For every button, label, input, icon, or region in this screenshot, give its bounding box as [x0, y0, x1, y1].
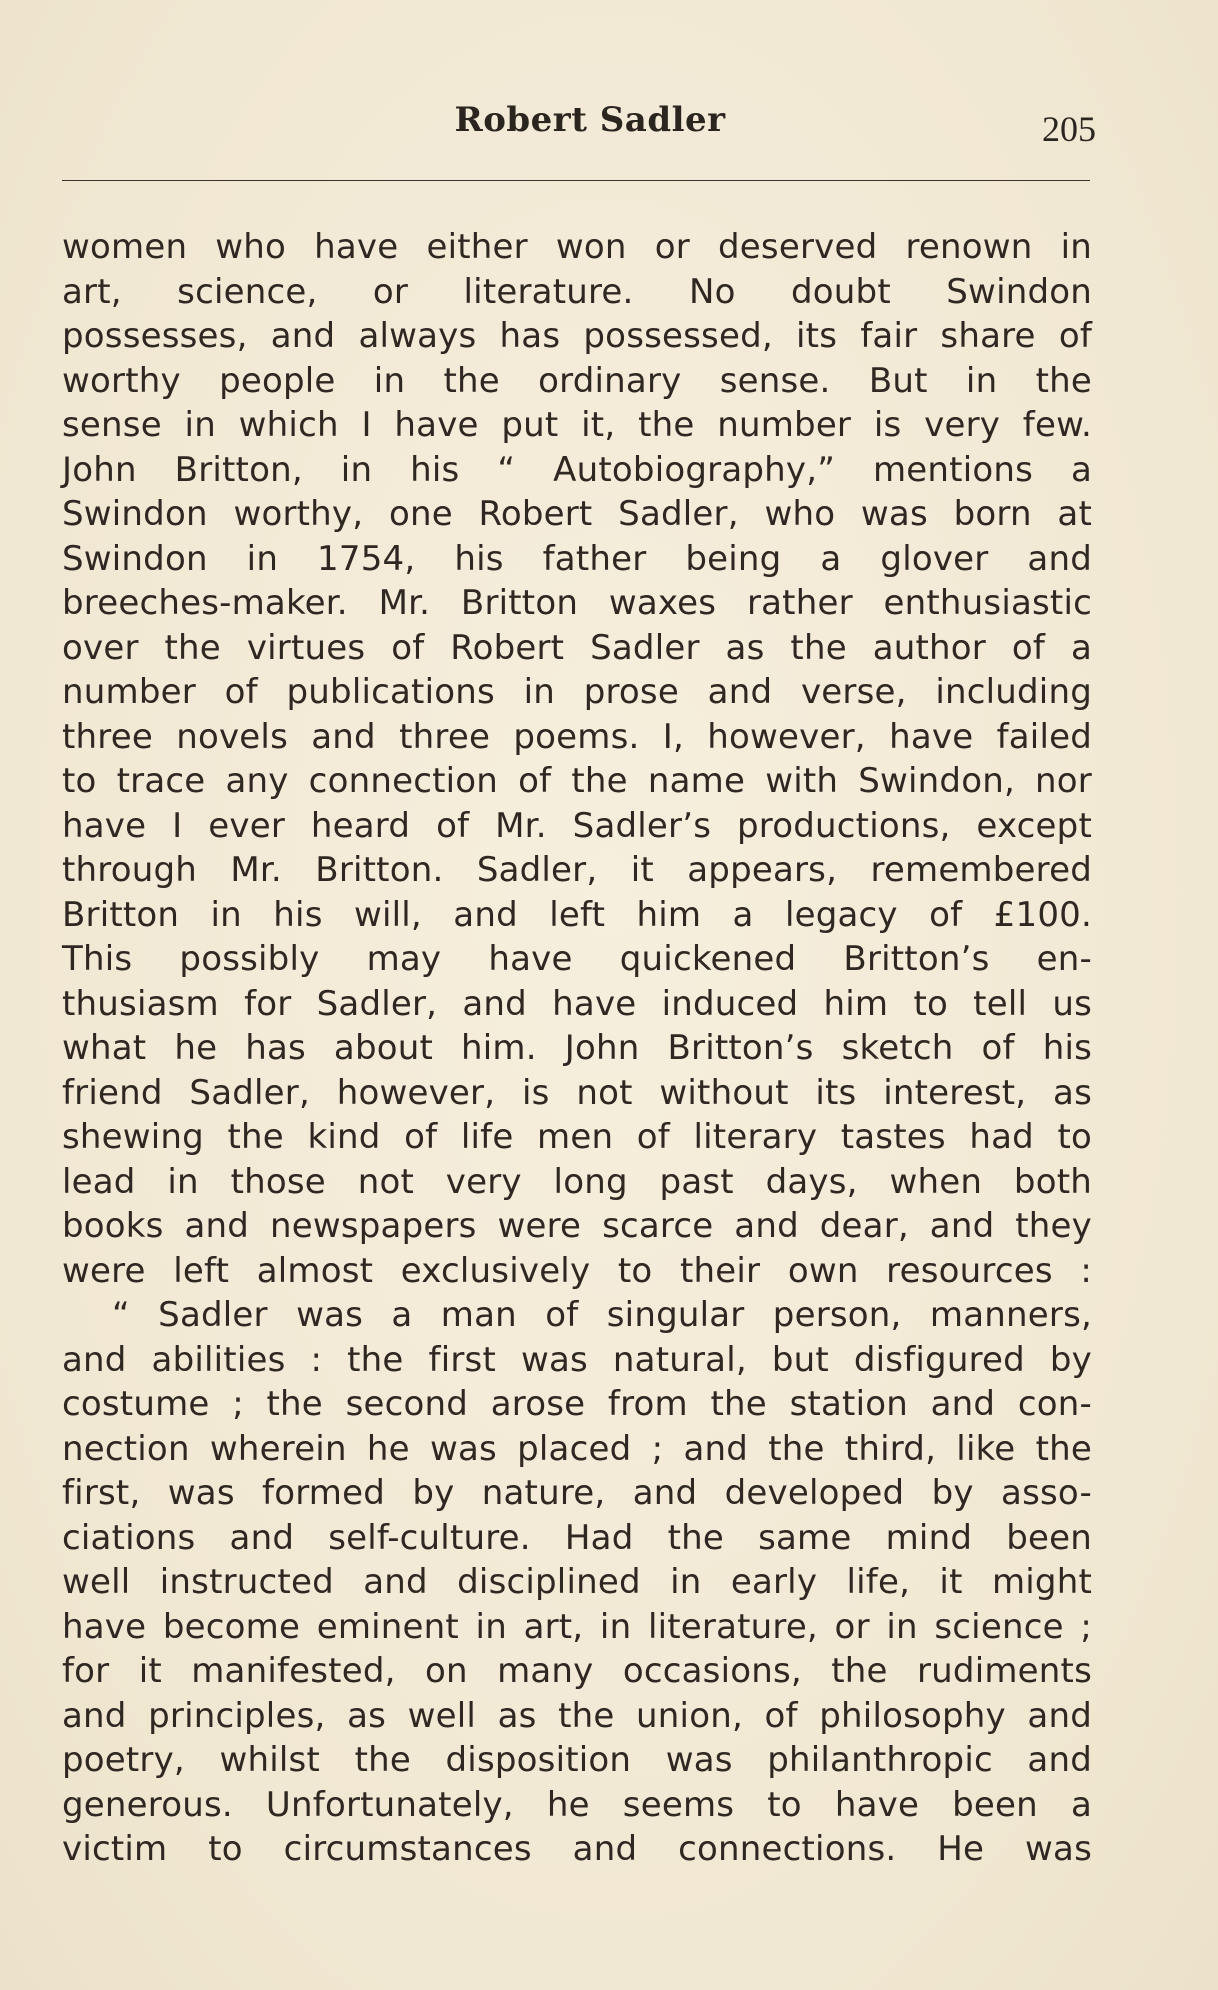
text-line: breeches-maker. Mr. Britton waxes rather enthusiastic: [62, 583, 1092, 623]
text-line: Swindon in 1754, his father being a glover and: [62, 538, 1092, 579]
text-line: first, was formed by nature, and developed by asso-: [62, 1473, 1092, 1513]
text-line: victim to circumstances and connections. He was: [62, 1829, 1092, 1869]
text-line: well instructed and disciplined in early life, it might: [62, 1562, 1092, 1602]
text-line: friend Sadler, however, is not without its interest, as: [62, 1072, 1092, 1113]
text-line: nection wherein he was placed ; and the third, like the: [62, 1428, 1092, 1469]
text-line: generous. Unfortunately, he seems to have been a: [62, 1784, 1092, 1825]
page-number: 205: [1042, 109, 1096, 149]
running-title: Robert Sadler: [454, 100, 726, 140]
text-line: and abilities : the first was natural, but disfigured by: [62, 1339, 1092, 1380]
text-line: possesses, and always has possessed, its fair share of: [62, 316, 1092, 356]
text-line: John Britton, in his “ Autobiography,” mentions a: [62, 449, 1092, 490]
text-line: have become eminent in art, in literature, or in science ;: [62, 1606, 1092, 1647]
text-line: what he has about him. John Britton’s sketch of his: [62, 1028, 1092, 1068]
text-line: shewing the kind of life men of literary tastes had to: [62, 1117, 1092, 1157]
text-line: have I ever heard of Mr. Sadler’s productions, except: [62, 805, 1092, 846]
text-line: costume ; the second arose from the station and con-: [62, 1384, 1092, 1424]
text-line: books and newspapers were scarce and dear, and they: [62, 1206, 1092, 1246]
text-line: for it manifested, on many occasions, the rudiments: [62, 1651, 1092, 1691]
running-head: [0, 100, 1218, 160]
text-line: worthy people in the ordinary sense. But in the: [62, 360, 1092, 401]
text-line: lead in those not very long past days, when both: [62, 1161, 1092, 1202]
text-line: three novels and three poems. I, however, have failed: [62, 716, 1092, 757]
text-line: thusiasm for Sadler, and have induced him to tell us: [62, 983, 1092, 1024]
quote-start-line: “ Sadler was a man of singular person, manners,: [112, 1295, 1092, 1335]
text-line: women who have either won or deserved renown in: [62, 227, 1092, 267]
text-line: and principles, as well as the union, of philosophy and: [62, 1695, 1092, 1736]
text-line: Swindon worthy, one Robert Sadler, who was born at: [62, 494, 1092, 534]
text-line: to trace any connection of the name with Swindon, nor: [62, 761, 1092, 801]
text-line: poetry, whilst the disposition was philanthropic and: [62, 1740, 1092, 1780]
text-line: sense in which I have put it, the number is very few.: [62, 405, 1092, 445]
text-line: over the virtues of Robert Sadler as the author of a: [62, 627, 1092, 668]
body-text: [62, 225, 1092, 1872]
text-line: were left almost exclusively to their own resources :: [62, 1250, 1092, 1291]
header-rule: [62, 180, 1090, 181]
text-line: This possibly may have quickened Britton’s en-: [62, 939, 1092, 979]
text-line: through Mr. Britton. Sadler, it appears, remembered: [62, 850, 1092, 890]
text-line: Britton in his will, and left him a legacy of £100.: [62, 894, 1092, 935]
text-line: number of publications in prose and verse, including: [62, 672, 1092, 712]
text-line: ciations and self-culture. Had the same mind been: [62, 1517, 1092, 1558]
text-line: art, science, or literature. No doubt Swindon: [62, 271, 1092, 312]
